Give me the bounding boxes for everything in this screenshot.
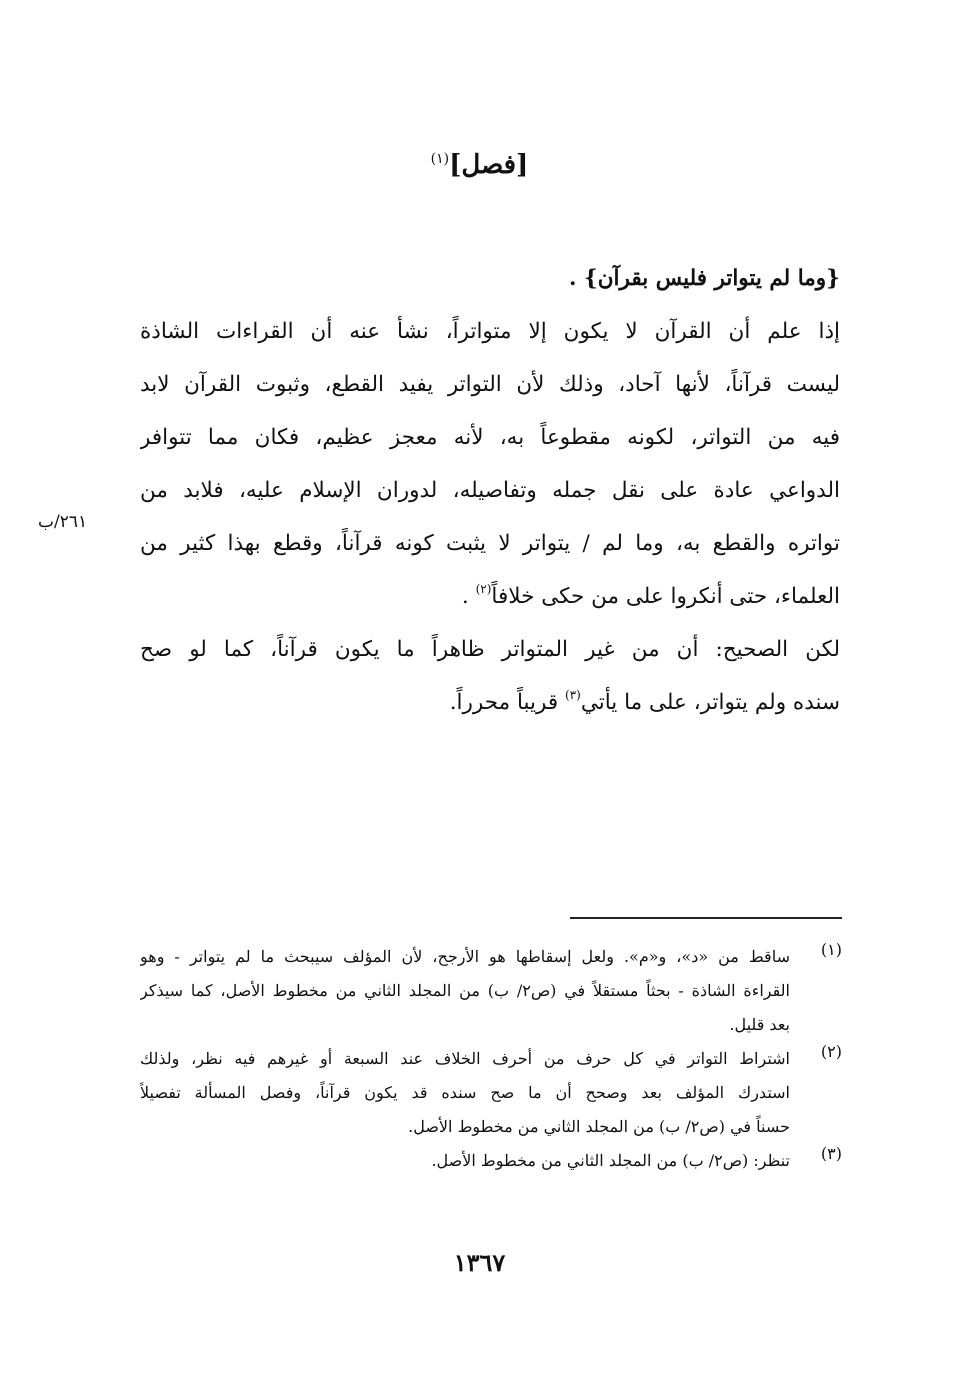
text-line: إذا علم أن القرآن لا يكون إلا متواتراً، نشأ عنه أن القراءات الشاذة xyxy=(140,319,840,344)
footnote-line: اشتراط التواتر في كل حرف من أحرف الخلاف عند السبعة أو غيرهم فيه نظر، ولذلك xyxy=(140,1049,790,1068)
heading-text: [فصل] xyxy=(449,150,529,180)
footnote-line: القراءة الشاذة - بحثاً مستقلاً في (ص٢/ ب) من المجلد الثاني من مخطوط الأصل، كما سيذكر xyxy=(140,981,790,1000)
text-line: ليست قرآناً، لأنها آحاد، وذلك لأن التواتر يفيد القطع، وثبوت القرآن لابد xyxy=(140,372,840,397)
text-segment: قريباً محرراً. xyxy=(449,690,565,715)
text-line: فيه من التواتر، لكونه مقطوعاً به، لأنه معجز عظيم، فكان مما تتوافر xyxy=(140,425,840,450)
section-heading xyxy=(0,150,959,180)
text-line xyxy=(140,570,840,623)
footnote-separator xyxy=(570,917,842,919)
manuscript-folio-note: ٢٦١/ب xyxy=(38,512,88,532)
footnote-2 xyxy=(140,1042,842,1144)
heading-footnote-marker: (١) xyxy=(430,151,450,167)
text-line: تواتره والقطع به، وما لم / يتواتر لا يثبت كونه قرآناً، وقطع بهذا كثير من xyxy=(140,531,840,556)
footnote-line: ساقط من «د»، و«م». ولعل إسقاطها هو الأرجح، لأن المؤلف سيبحث ما لم يتواتر - وهو xyxy=(140,947,790,966)
verse-line: {وما لم يتواتر فليس بقرآن} . xyxy=(568,266,840,291)
text-segment: سنده ولم يتواتر، على ما يأتي xyxy=(580,690,840,715)
text-line: لكن الصحيح: أن من غير المتواتر ظاهراً ما يكون قرآناً، كما لو صح xyxy=(140,637,840,662)
main-text xyxy=(140,252,840,729)
footnote-line: تنظر: (ص٢/ ب) من المجلد الثاني من مخطوط الأصل. xyxy=(431,1151,790,1170)
page-number: ١٣٦٧ xyxy=(453,1248,506,1277)
footnotes xyxy=(140,940,842,1178)
text-line: الدواعي عادة على نقل جمله وتفاصيله، لدوران الإسلام عليه، فلابد من xyxy=(140,478,840,503)
text-segment: العلماء، حتى أنكروا على من حكى خلافاً xyxy=(491,584,840,609)
footnote-line: بعد قليل. xyxy=(729,1015,790,1034)
footnote-marker: (٣) xyxy=(564,688,581,702)
footnote-line: استدرك المؤلف بعد وصحح أن ما صح سنده قد يكون قرآناً، وفصل المسألة تفصيلاً xyxy=(140,1083,790,1102)
footnote-3 xyxy=(140,1144,842,1178)
footnote-number: (١) xyxy=(820,940,842,959)
text-segment: . xyxy=(461,584,476,609)
footnote-1 xyxy=(140,940,842,1042)
footnote-number: (٣) xyxy=(820,1144,842,1163)
footnote-marker: (٢) xyxy=(475,582,492,596)
footnote-line: حسناً في (ص٢/ ب) من المجلد الثاني من مخطوط الأصل. xyxy=(408,1117,790,1136)
footnote-number: (٢) xyxy=(820,1042,842,1061)
text-line xyxy=(140,676,840,729)
